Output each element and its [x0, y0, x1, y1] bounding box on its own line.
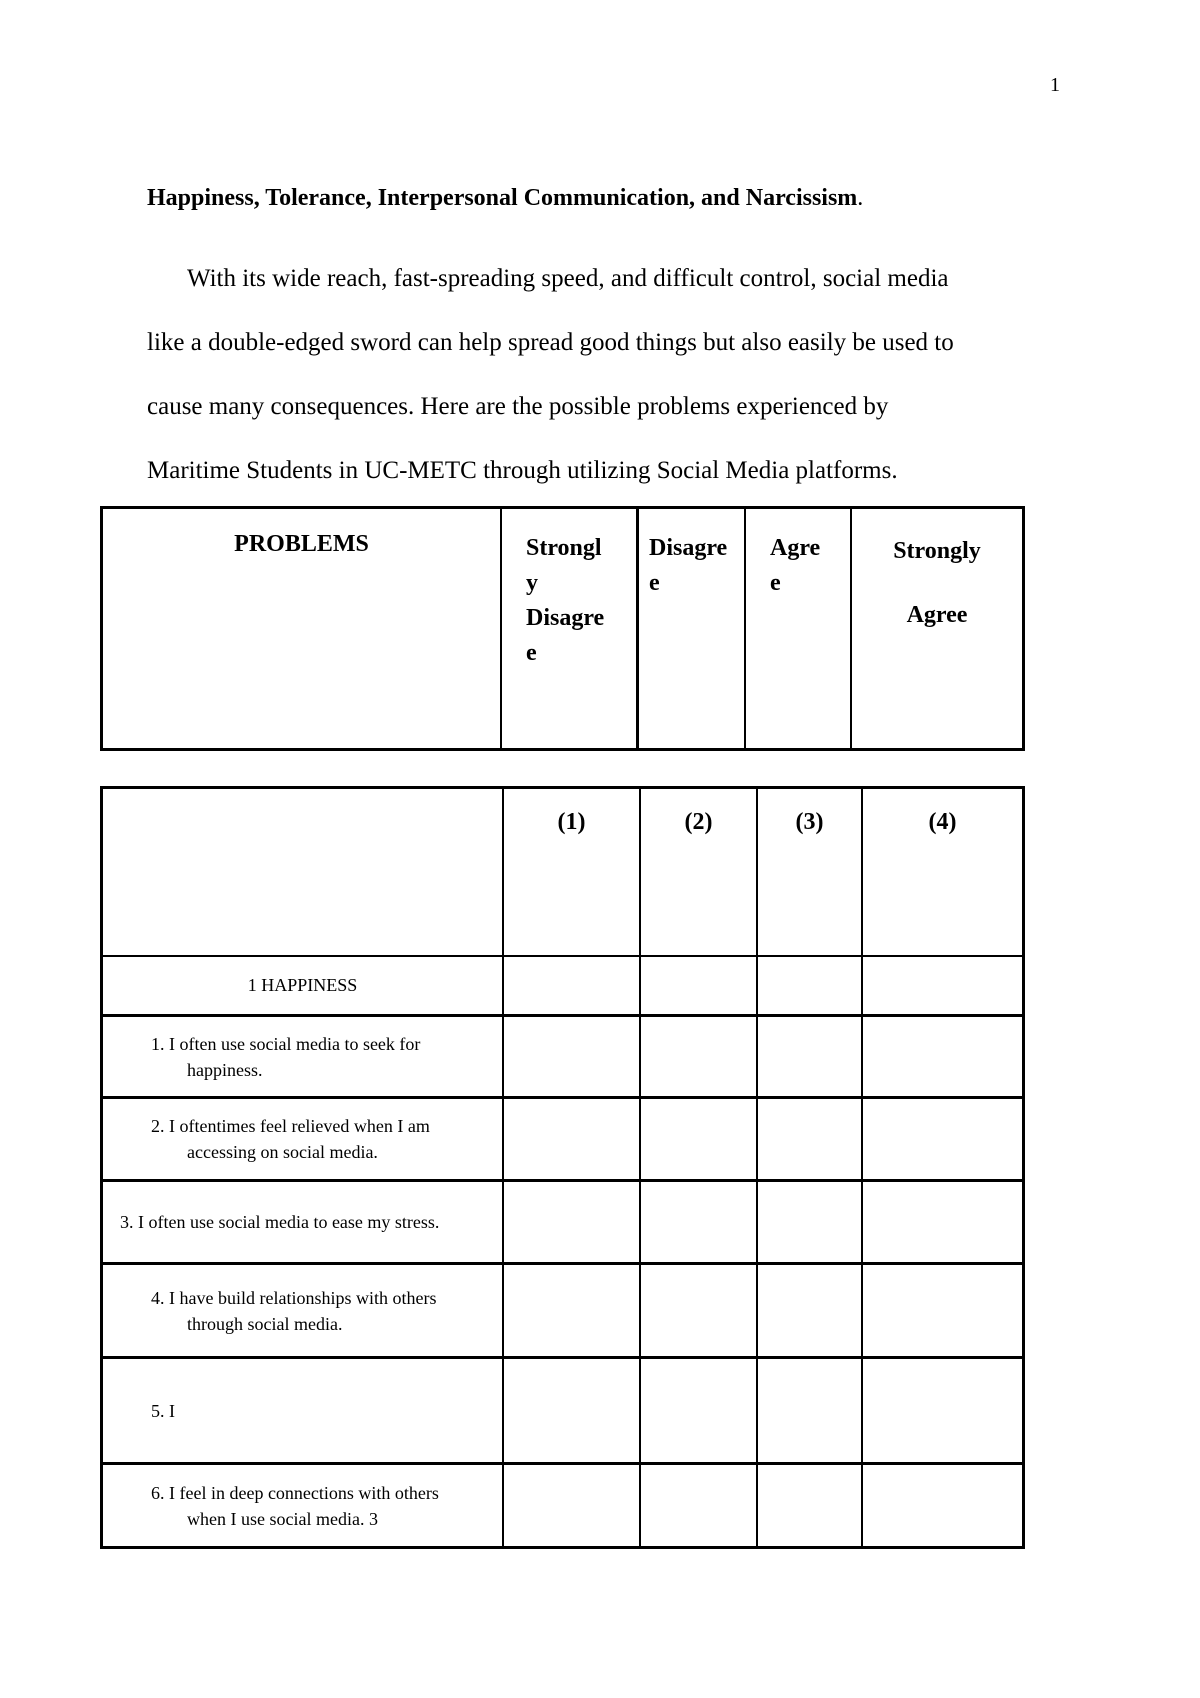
item-text-continued: through social media. — [187, 1313, 343, 1334]
page-number: 1 — [1050, 74, 1060, 96]
strongly-agree-header — [851, 508, 1024, 750]
response-cell[interactable] — [757, 1098, 862, 1181]
item-text: 4. I have build relationships with others — [151, 1287, 437, 1308]
header-line: Agree — [906, 602, 968, 628]
response-cell[interactable] — [503, 1358, 640, 1464]
intro-paragraph — [147, 247, 1077, 503]
response-cell[interactable] — [640, 956, 757, 1016]
response-cell[interactable] — [862, 1016, 1024, 1098]
scale-1-header: (1) — [503, 788, 640, 956]
response-cell[interactable] — [862, 1264, 1024, 1358]
scale-3-header: (3) — [757, 788, 862, 956]
response-cell[interactable] — [862, 1098, 1024, 1181]
header-line: Strongly — [893, 538, 981, 564]
header-line: y — [526, 570, 538, 596]
header-line: e — [770, 570, 781, 596]
paragraph-line: cause many consequences. Here are the possible problems experienced by — [147, 393, 889, 420]
response-cell[interactable] — [757, 1358, 862, 1464]
item-text-continued: when I use social media. 3 — [187, 1508, 378, 1529]
strongly-disagree-header — [501, 508, 638, 750]
likert-header-table — [100, 506, 1025, 751]
paragraph-line: like a double-edged sword can help spread good things but also easily be used to — [147, 329, 954, 356]
response-cell[interactable] — [503, 956, 640, 1016]
agree-header — [745, 508, 851, 750]
likert-item — [102, 1098, 504, 1181]
response-cell[interactable] — [503, 1464, 640, 1548]
response-cell[interactable] — [503, 1264, 640, 1358]
section-heading — [147, 185, 863, 212]
response-cell[interactable] — [503, 1016, 640, 1098]
likert-items-table — [100, 786, 1025, 1549]
response-cell[interactable] — [757, 1464, 862, 1548]
scale-4-header: (4) — [862, 788, 1024, 956]
likert-item — [102, 1016, 504, 1098]
response-cell[interactable] — [640, 1358, 757, 1464]
response-cell[interactable] — [862, 1181, 1024, 1264]
response-cell[interactable] — [640, 1264, 757, 1358]
item-text: 2. I oftentimes feel relieved when I am — [151, 1116, 430, 1136]
response-cell[interactable] — [862, 1358, 1024, 1464]
response-cell[interactable] — [503, 1098, 640, 1181]
response-cell[interactable] — [757, 1181, 862, 1264]
response-cell[interactable] — [503, 1181, 640, 1264]
disagree-header — [638, 508, 746, 750]
header-line: Agre — [770, 535, 821, 561]
item-text: 3. I often use social media to ease my stress. — [120, 1212, 440, 1232]
header-line: e — [649, 570, 660, 596]
response-cell[interactable] — [640, 1098, 757, 1181]
item-text-continued: happiness. — [187, 1059, 263, 1080]
header-line: Strongl — [526, 535, 602, 561]
paragraph-line: With its wide reach, fast-spreading speed, and difficult control, social media — [187, 265, 949, 292]
scale-2-header: (2) — [640, 788, 757, 956]
header-line: e — [526, 640, 537, 666]
header-line: Disagre — [649, 535, 728, 561]
item-text-continued: accessing on social media. — [187, 1142, 378, 1162]
item-text: 5. I — [151, 1400, 175, 1421]
response-cell[interactable] — [640, 1464, 757, 1548]
header-line: Disagre — [526, 605, 605, 631]
response-cell[interactable] — [757, 956, 862, 1016]
heading-period: . — [857, 185, 864, 211]
problems-header: PROBLEMS — [102, 508, 502, 750]
item-text: 1. I often use social media to seek for — [151, 1033, 421, 1054]
response-cell[interactable] — [862, 1464, 1024, 1548]
paragraph-line: Maritime Students in UC-METC through utilizing Social Media platforms. — [147, 457, 898, 484]
likert-item — [102, 1358, 504, 1464]
response-cell[interactable] — [640, 1016, 757, 1098]
response-cell[interactable] — [757, 1264, 862, 1358]
item-text: 6. I feel in deep connections with others — [151, 1482, 439, 1503]
likert-item — [102, 1181, 504, 1264]
response-cell[interactable] — [757, 1016, 862, 1098]
likert-item — [102, 1464, 504, 1548]
response-cell[interactable] — [862, 956, 1024, 1016]
likert-item — [102, 1264, 504, 1358]
heading-text: Happiness, Tolerance, Interpersonal Communication, and Narcissism — [147, 185, 858, 211]
response-cell[interactable] — [640, 1181, 757, 1264]
blank-header-cell — [102, 788, 504, 956]
section-label-happiness: 1 HAPPINESS — [102, 956, 504, 1016]
